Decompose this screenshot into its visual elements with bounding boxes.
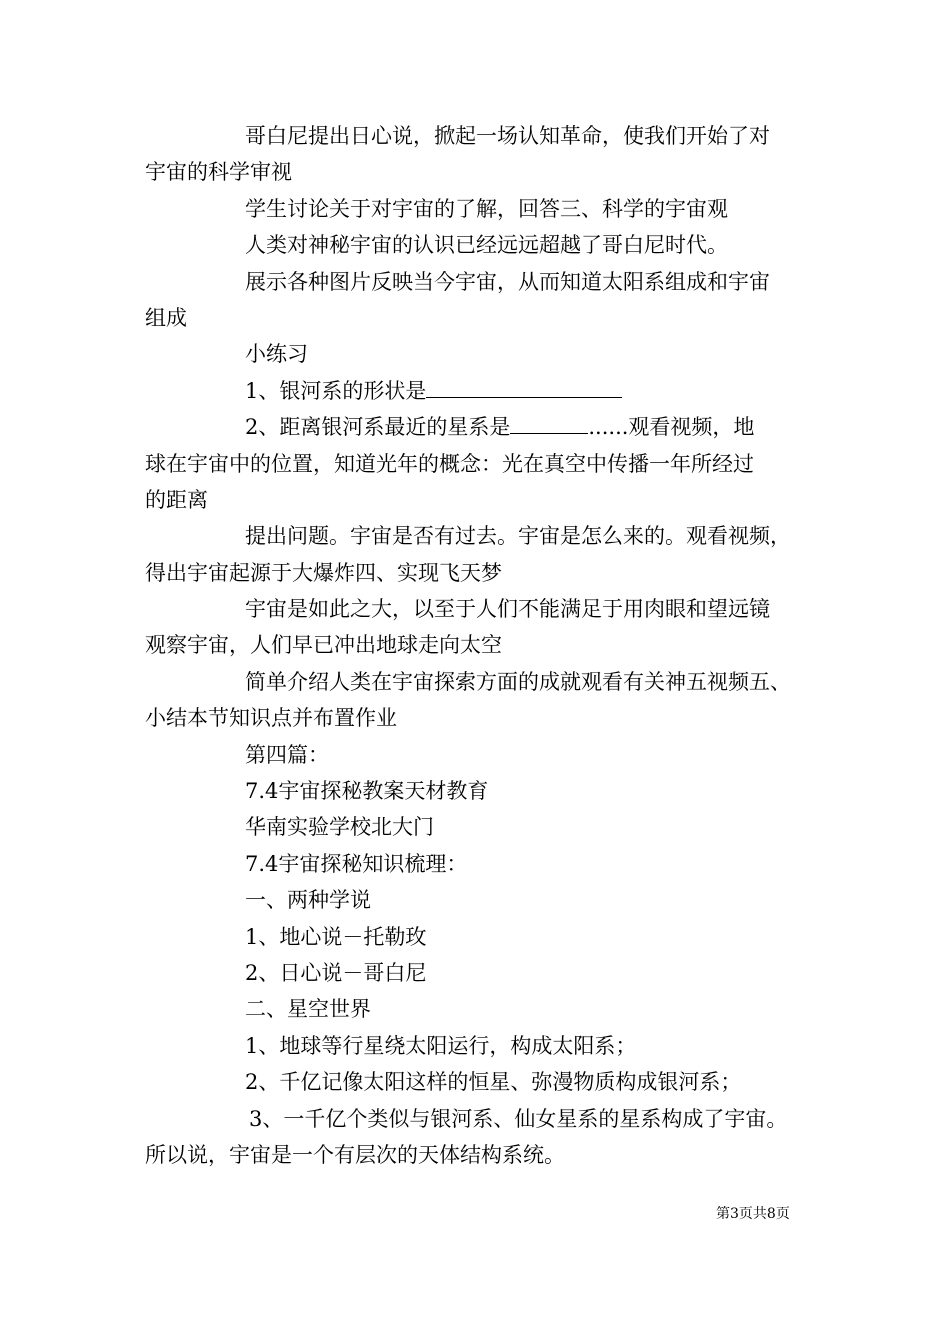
summary-title: 7.4宇宙探秘知识梳理： (245, 851, 468, 876)
answer-blank (426, 375, 622, 398)
paragraph-line: 展示各种图片反映当今宇宙，从而知道太阳系组成和宇宙 (245, 269, 770, 294)
outline-heading: 二、星空世界 (245, 997, 371, 1022)
paragraph-line: 学生讨论关于对宇宙的了解，回答三、科学的宇宙观 (245, 196, 728, 221)
paragraph-line: 所以说，宇宙是一个有层次的天体结构系统。 (145, 1142, 565, 1167)
outline-item: 2、千亿记像太阳这样的恒星、弥漫物质构成银河系； (245, 1070, 742, 1095)
lesson-title: 7.4宇宙探秘教案天材教育 (245, 779, 489, 804)
paragraph-line: 组成 (145, 305, 187, 330)
paragraph-line: 简单介绍人类在宇宙探索方面的成就观看有关神五视频五、 (245, 669, 791, 694)
paragraph-line: 的距离 (145, 487, 208, 512)
exercise-question: 2、距离银河系最近的星系是 (245, 415, 511, 440)
exercise-continuation: ......观看视频，地 (588, 415, 755, 440)
paragraph-line: 宇宙的科学审视 (145, 160, 292, 185)
exercise-item (145, 373, 815, 409)
paragraph-line: 观察宇宙，人们早已冲出地球走向太空 (145, 633, 502, 658)
exercise-item (145, 409, 815, 445)
outline-item: 1、地球等行星绕太阳运行，构成太阳系； (245, 1033, 637, 1058)
paragraph-line: 得出宇宙起源于大爆炸四、实现飞天梦 (145, 560, 502, 585)
paragraph-line: 球在宇宙中的位置，知道光年的概念：光在真空中传播一年所经过 (145, 451, 754, 476)
outline-heading: 一、两种学说 (245, 888, 371, 913)
exercise-heading: 小练习 (245, 342, 308, 367)
paragraph-line: 小结本节知识点并布置作业 (145, 706, 397, 731)
document-body (145, 118, 815, 1173)
paragraph-line: 宇宙是如此之大，以至于人们不能满足于用肉眼和望远镜 (245, 597, 770, 622)
outline-item: 3、一千亿个类似与银河系、仙女星系的星系构成了宇宙。 (249, 1106, 788, 1131)
exercise-question: 1、银河系的形状是 (245, 378, 427, 403)
paragraph-line: 人类对神秘宇宙的认识已经远远超越了哥白尼时代。 (245, 233, 728, 258)
page-number: 第3页共8页 (716, 1206, 790, 1222)
paragraph-line: 提出问题。宇宙是否有过去。宇宙是怎么来的。观看视频， (245, 524, 791, 549)
section-heading: 第四篇： (245, 742, 329, 767)
school-name: 华南实验学校北大门 (245, 815, 434, 840)
outline-item: 2、日心说－哥白尼 (245, 960, 427, 985)
outline-item: 1、地心说－托勒玫 (245, 924, 427, 949)
answer-blank (510, 411, 588, 434)
paragraph-line: 哥白尼提出日心说，掀起一场认知革命，使我们开始了对 (245, 124, 770, 148)
